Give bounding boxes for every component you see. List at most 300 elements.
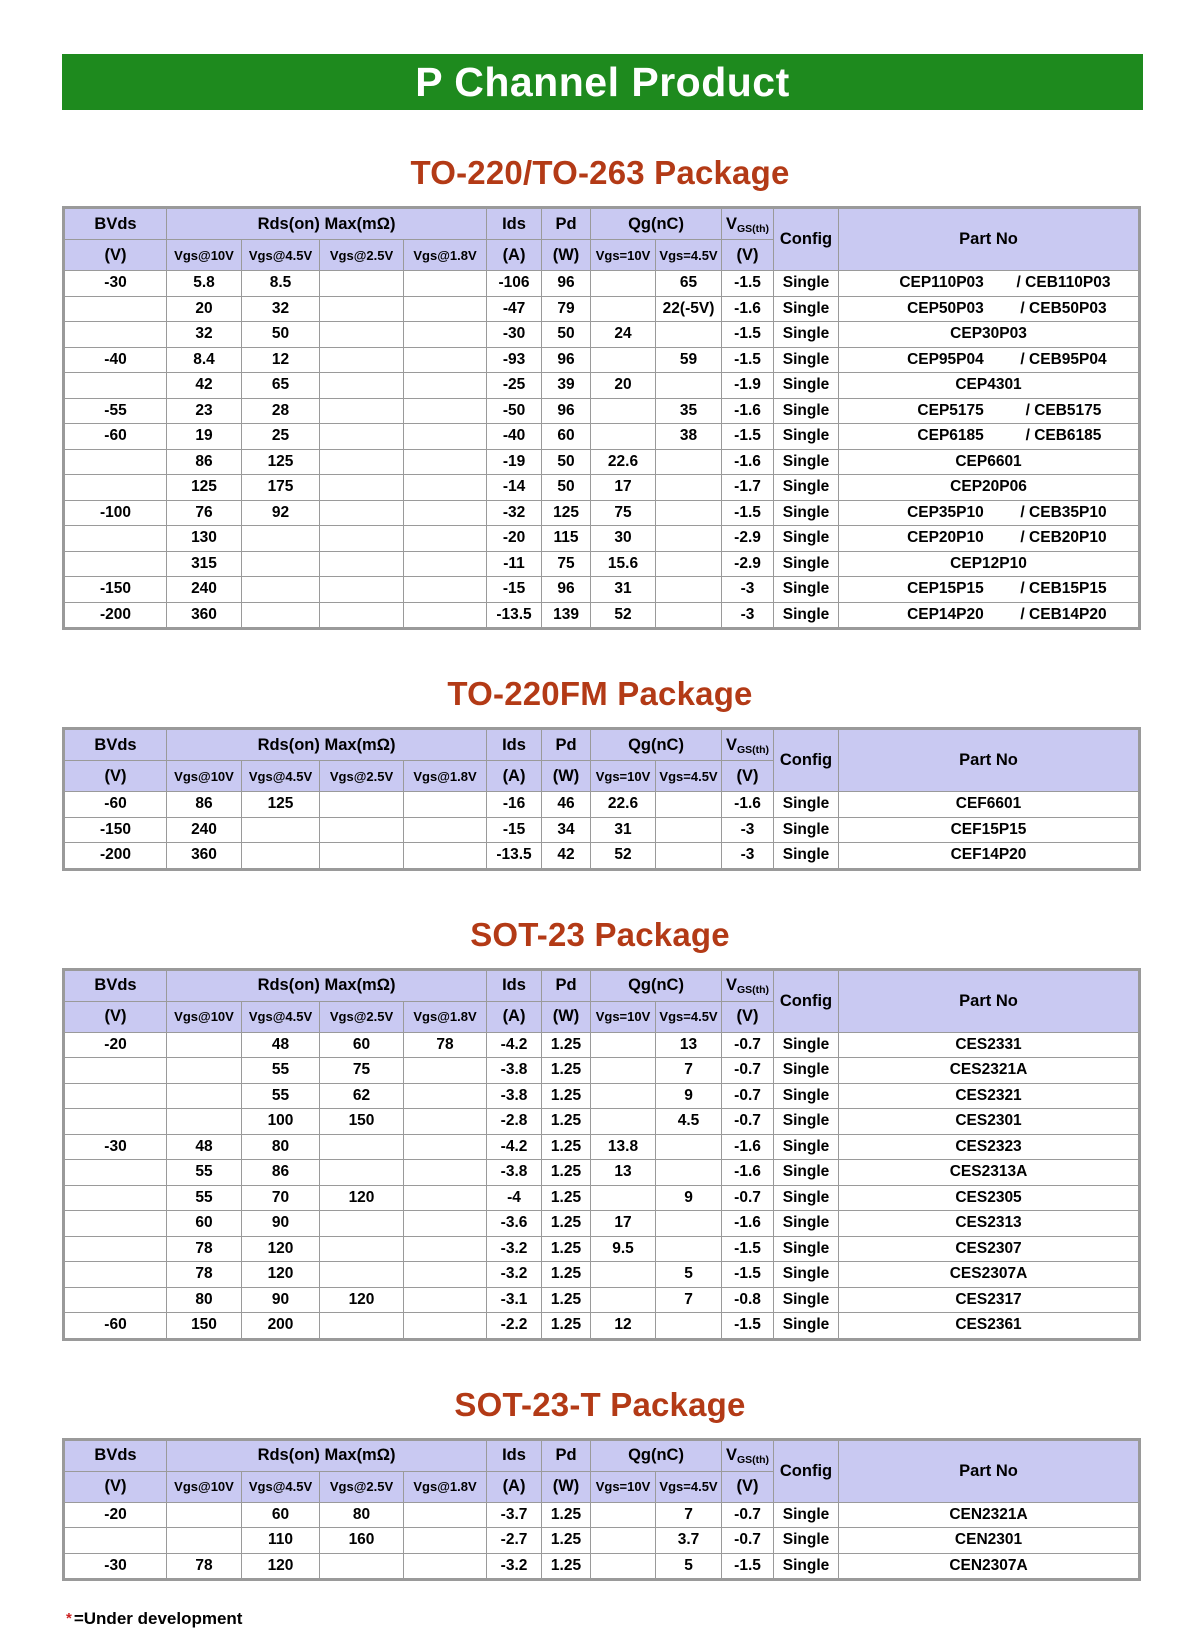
cell-qg-vgs10v: 22.6 bbox=[591, 449, 656, 475]
partno-primary: CEP12P10 bbox=[950, 554, 1027, 572]
col-sub-rds-vgs45: Vgs@4.5V bbox=[242, 1001, 320, 1032]
cell-qg-vgs4-5v bbox=[656, 792, 722, 818]
cell-qg-vgs4-5v bbox=[656, 1211, 722, 1237]
partno-primary: CEN2307A bbox=[949, 1556, 1028, 1574]
table-row bbox=[64, 1083, 1140, 1109]
cell-qg-vgs10v bbox=[591, 296, 656, 322]
table-row bbox=[64, 1134, 1140, 1160]
cell-config: Single bbox=[774, 424, 839, 450]
table-row bbox=[64, 526, 1140, 552]
cell-rdson-vgs1-8v bbox=[404, 1262, 487, 1288]
cell-config: Single bbox=[774, 1502, 839, 1528]
col-sub-rds-vgs45: Vgs@4.5V bbox=[242, 1471, 320, 1502]
spec-table-sot-23-t-package bbox=[62, 1438, 1141, 1582]
cell-rdson-vgs10v: 360 bbox=[167, 602, 242, 629]
cell-config: Single bbox=[774, 1236, 839, 1262]
cell-rdson-vgs10v: 8.4 bbox=[167, 347, 242, 373]
cell-rdson-vgs2-5v bbox=[320, 271, 404, 297]
cell-rdson-vgs4-5v: 120 bbox=[242, 1553, 320, 1580]
cell-rdson-vgs4-5v: 125 bbox=[242, 792, 320, 818]
cell-vgsth: -1.5 bbox=[722, 1553, 774, 1580]
cell-bvds: -30 bbox=[64, 1134, 167, 1160]
cell-rdson-vgs2-5v: 160 bbox=[320, 1528, 404, 1554]
cell-rdson-vgs4-5v: 50 bbox=[242, 322, 320, 348]
cell-qg-vgs10v: 52 bbox=[591, 843, 656, 870]
cell-qg-vgs10v bbox=[591, 1287, 656, 1313]
cell-vgsth: -1.6 bbox=[722, 449, 774, 475]
cell-bvds bbox=[64, 1058, 167, 1084]
cell-rdson-vgs2-5v bbox=[320, 1313, 404, 1340]
cell-qg-vgs10v: 30 bbox=[591, 526, 656, 552]
partno-primary: CES2323 bbox=[955, 1137, 1022, 1155]
cell-ids: -15 bbox=[487, 577, 542, 603]
cell-ids: -3.2 bbox=[487, 1236, 542, 1262]
cell-rdson-vgs1-8v bbox=[404, 398, 487, 424]
cell-partno bbox=[839, 271, 1140, 297]
cell-ids: -2.8 bbox=[487, 1109, 542, 1135]
col-unit-bvds: (V) bbox=[64, 761, 167, 792]
cell-rdson-vgs10v: 240 bbox=[167, 577, 242, 603]
col-unit-pd: (W) bbox=[542, 1471, 591, 1502]
cell-rdson-vgs1-8v bbox=[404, 1553, 487, 1580]
cell-pd: 1.25 bbox=[542, 1262, 591, 1288]
cell-pd: 50 bbox=[542, 475, 591, 501]
cell-ids: -13.5 bbox=[487, 843, 542, 870]
col-unit-ids: (A) bbox=[487, 1471, 542, 1502]
partno-primary: CEP20P10 bbox=[907, 529, 984, 547]
cell-pd: 1.25 bbox=[542, 1032, 591, 1058]
cell-pd: 1.25 bbox=[542, 1287, 591, 1313]
banner-title: P Channel Product bbox=[415, 58, 790, 105]
cell-ids: -3.8 bbox=[487, 1058, 542, 1084]
section-title-sot-23-package: SOT-23 Package bbox=[470, 915, 730, 953]
footnote bbox=[66, 1609, 1200, 1629]
cell-ids: -30 bbox=[487, 322, 542, 348]
col-unit-bvds: (V) bbox=[64, 240, 167, 271]
cell-qg-vgs4-5v bbox=[656, 475, 722, 501]
cell-pd: 1.25 bbox=[542, 1211, 591, 1237]
table-row bbox=[64, 1236, 1140, 1262]
cell-rdson-vgs1-8v: 78 bbox=[404, 1032, 487, 1058]
spec-table-sot-23-package bbox=[62, 968, 1141, 1341]
cell-qg-vgs4-5v bbox=[656, 1313, 722, 1340]
table-row bbox=[64, 1211, 1140, 1237]
cell-rdson-vgs1-8v bbox=[404, 1313, 487, 1340]
cell-rdson-vgs2-5v bbox=[320, 347, 404, 373]
datasheet-page bbox=[0, 54, 1200, 1629]
table-row bbox=[64, 500, 1140, 526]
cell-rdson-vgs2-5v bbox=[320, 843, 404, 870]
col-unit-vgsth: (V) bbox=[722, 761, 774, 792]
cell-rdson-vgs2-5v: 120 bbox=[320, 1287, 404, 1313]
partno-primary: CEP4301 bbox=[955, 376, 1022, 394]
cell-bvds: -60 bbox=[64, 792, 167, 818]
table-body bbox=[64, 1032, 1140, 1339]
cell-ids: -25 bbox=[487, 373, 542, 399]
cell-qg-vgs4-5v: 4.5 bbox=[656, 1109, 722, 1135]
cell-rdson-vgs4-5v: 86 bbox=[242, 1160, 320, 1186]
partno-alternate: / CEB95P04 bbox=[1020, 350, 1107, 368]
cell-vgsth: -1.5 bbox=[722, 424, 774, 450]
table-row bbox=[64, 817, 1140, 843]
cell-pd: 1.25 bbox=[542, 1502, 591, 1528]
col-header-bvds: BVds bbox=[64, 208, 167, 240]
table-row bbox=[64, 602, 1140, 629]
cell-bvds: -20 bbox=[64, 1032, 167, 1058]
cell-qg-vgs10v: 20 bbox=[591, 373, 656, 399]
cell-ids: -3.6 bbox=[487, 1211, 542, 1237]
col-sub-qg-vgs45: Vgs=4.5V bbox=[656, 1471, 722, 1502]
cell-qg-vgs10v bbox=[591, 1262, 656, 1288]
col-sub-qg-vgs45: Vgs=4.5V bbox=[656, 240, 722, 271]
cell-ids: -2.7 bbox=[487, 1528, 542, 1554]
col-header-bvds: BVds bbox=[64, 1439, 167, 1471]
cell-qg-vgs4-5v: 35 bbox=[656, 398, 722, 424]
cell-rdson-vgs2-5v bbox=[320, 296, 404, 322]
cell-qg-vgs4-5v: 22(-5V) bbox=[656, 296, 722, 322]
cell-qg-vgs4-5v: 13 bbox=[656, 1032, 722, 1058]
cell-rdson-vgs1-8v bbox=[404, 1528, 487, 1554]
cell-partno bbox=[839, 398, 1140, 424]
table-row bbox=[64, 398, 1140, 424]
cell-rdson-vgs4-5v: 100 bbox=[242, 1109, 320, 1135]
cell-bvds bbox=[64, 296, 167, 322]
cell-bvds bbox=[64, 373, 167, 399]
cell-partno bbox=[839, 1109, 1140, 1135]
cell-pd: 1.25 bbox=[542, 1313, 591, 1340]
cell-vgsth: -2.9 bbox=[722, 526, 774, 552]
cell-qg-vgs10v: 52 bbox=[591, 602, 656, 629]
cell-ids: -3.8 bbox=[487, 1083, 542, 1109]
cell-rdson-vgs1-8v bbox=[404, 526, 487, 552]
table-row bbox=[64, 1313, 1140, 1340]
cell-pd: 50 bbox=[542, 322, 591, 348]
cell-rdson-vgs2-5v bbox=[320, 1236, 404, 1262]
cell-rdson-vgs1-8v bbox=[404, 792, 487, 818]
cell-partno bbox=[839, 1083, 1140, 1109]
cell-pd: 1.25 bbox=[542, 1236, 591, 1262]
cell-bvds bbox=[64, 1160, 167, 1186]
cell-config: Single bbox=[774, 1262, 839, 1288]
col-header-rdson-group: Rds(on) Max(mΩ) bbox=[167, 1439, 487, 1471]
table-row bbox=[64, 1262, 1140, 1288]
table-row bbox=[64, 475, 1140, 501]
cell-qg-vgs4-5v: 5 bbox=[656, 1553, 722, 1580]
cell-vgsth: -1.5 bbox=[722, 322, 774, 348]
cell-pd: 60 bbox=[542, 424, 591, 450]
cell-ids: -47 bbox=[487, 296, 542, 322]
cell-vgsth: -1.5 bbox=[722, 1236, 774, 1262]
col-sub-rds-vgs25: Vgs@2.5V bbox=[320, 1471, 404, 1502]
cell-rdson-vgs1-8v bbox=[404, 1236, 487, 1262]
sections-container bbox=[0, 154, 1200, 1581]
cell-ids: -3.8 bbox=[487, 1160, 542, 1186]
cell-vgsth: -1.6 bbox=[722, 1160, 774, 1186]
cell-rdson-vgs2-5v bbox=[320, 398, 404, 424]
cell-config: Single bbox=[774, 1185, 839, 1211]
col-header-qg-group: Qg(nC) bbox=[591, 969, 722, 1001]
cell-config: Single bbox=[774, 792, 839, 818]
cell-rdson-vgs4-5v: 55 bbox=[242, 1083, 320, 1109]
partno-alternate: / CEB50P03 bbox=[1020, 299, 1107, 317]
table-body bbox=[64, 1502, 1140, 1580]
cell-partno bbox=[839, 1058, 1140, 1084]
table-body bbox=[64, 271, 1140, 629]
cell-rdson-vgs1-8v bbox=[404, 475, 487, 501]
cell-qg-vgs10v bbox=[591, 347, 656, 373]
cell-partno bbox=[839, 843, 1140, 870]
cell-qg-vgs4-5v bbox=[656, 526, 722, 552]
table-row bbox=[64, 424, 1140, 450]
cell-qg-vgs10v: 17 bbox=[591, 475, 656, 501]
cell-qg-vgs4-5v bbox=[656, 817, 722, 843]
cell-config: Single bbox=[774, 551, 839, 577]
cell-bvds bbox=[64, 1185, 167, 1211]
cell-pd: 1.25 bbox=[542, 1160, 591, 1186]
cell-bvds bbox=[64, 526, 167, 552]
cell-ids: -16 bbox=[487, 792, 542, 818]
cell-partno bbox=[839, 1236, 1140, 1262]
cell-ids: -15 bbox=[487, 817, 542, 843]
col-header-partno: Part No bbox=[839, 729, 1140, 792]
cell-pd: 50 bbox=[542, 449, 591, 475]
cell-rdson-vgs1-8v bbox=[404, 449, 487, 475]
cell-rdson-vgs2-5v bbox=[320, 500, 404, 526]
cell-qg-vgs10v bbox=[591, 1083, 656, 1109]
cell-bvds: -30 bbox=[64, 1553, 167, 1580]
cell-rdson-vgs10v: 5.8 bbox=[167, 271, 242, 297]
col-header-qg-group: Qg(nC) bbox=[591, 208, 722, 240]
cell-rdson-vgs4-5v bbox=[242, 817, 320, 843]
cell-rdson-vgs1-8v bbox=[404, 1160, 487, 1186]
cell-ids: -3.7 bbox=[487, 1502, 542, 1528]
cell-vgsth: -0.7 bbox=[722, 1083, 774, 1109]
cell-rdson-vgs1-8v bbox=[404, 551, 487, 577]
col-sub-rds-vgs25: Vgs@2.5V bbox=[320, 240, 404, 271]
cell-rdson-vgs4-5v: 25 bbox=[242, 424, 320, 450]
cell-qg-vgs10v bbox=[591, 1528, 656, 1554]
cell-bvds: -60 bbox=[64, 424, 167, 450]
cell-config: Single bbox=[774, 843, 839, 870]
cell-vgsth: -1.6 bbox=[722, 398, 774, 424]
cell-config: Single bbox=[774, 1109, 839, 1135]
cell-pd: 1.25 bbox=[542, 1528, 591, 1554]
cell-rdson-vgs4-5v: 32 bbox=[242, 296, 320, 322]
cell-vgsth: -3 bbox=[722, 843, 774, 870]
cell-bvds bbox=[64, 1109, 167, 1135]
cell-rdson-vgs1-8v bbox=[404, 602, 487, 629]
partno-primary: CEN2321A bbox=[949, 1505, 1028, 1523]
col-unit-vgsth: (V) bbox=[722, 1471, 774, 1502]
col-sub-qg-vgs10: Vgs=10V bbox=[591, 1001, 656, 1032]
cell-ids: -4 bbox=[487, 1185, 542, 1211]
cell-rdson-vgs10v bbox=[167, 1109, 242, 1135]
table-row bbox=[64, 322, 1140, 348]
cell-qg-vgs4-5v bbox=[656, 373, 722, 399]
cell-rdson-vgs1-8v bbox=[404, 1109, 487, 1135]
partno-primary: CES2313A bbox=[949, 1163, 1028, 1181]
cell-rdson-vgs4-5v: 28 bbox=[242, 398, 320, 424]
cell-pd: 139 bbox=[542, 602, 591, 629]
cell-rdson-vgs2-5v bbox=[320, 373, 404, 399]
table-header-row-top bbox=[64, 969, 1140, 1001]
cell-bvds: -200 bbox=[64, 602, 167, 629]
cell-ids: -11 bbox=[487, 551, 542, 577]
partno-primary: CEP30P03 bbox=[950, 325, 1027, 343]
cell-qg-vgs4-5v bbox=[656, 322, 722, 348]
partno-primary: CEF14P20 bbox=[950, 846, 1027, 864]
cell-rdson-vgs10v: 42 bbox=[167, 373, 242, 399]
cell-rdson-vgs4-5v bbox=[242, 551, 320, 577]
col-sub-qg-vgs45: Vgs=4.5V bbox=[656, 1001, 722, 1032]
cell-vgsth: -0.7 bbox=[722, 1528, 774, 1554]
col-header-rdson-group: Rds(on) Max(mΩ) bbox=[167, 208, 487, 240]
cell-config: Single bbox=[774, 1313, 839, 1340]
cell-ids: -93 bbox=[487, 347, 542, 373]
cell-qg-vgs4-5v: 5 bbox=[656, 1262, 722, 1288]
col-unit-ids: (A) bbox=[487, 240, 542, 271]
cell-qg-vgs4-5v: 65 bbox=[656, 271, 722, 297]
cell-bvds: -200 bbox=[64, 843, 167, 870]
cell-vgsth: -1.6 bbox=[722, 792, 774, 818]
cell-pd: 96 bbox=[542, 271, 591, 297]
cell-rdson-vgs2-5v bbox=[320, 551, 404, 577]
cell-config: Single bbox=[774, 449, 839, 475]
cell-pd: 1.25 bbox=[542, 1185, 591, 1211]
asterisk-icon: * bbox=[66, 1609, 72, 1627]
col-sub-rds-vgs18: Vgs@1.8V bbox=[404, 1471, 487, 1502]
cell-rdson-vgs10v: 360 bbox=[167, 843, 242, 870]
cell-partno bbox=[839, 475, 1140, 501]
partno-primary: CES2321 bbox=[955, 1086, 1022, 1104]
col-sub-rds-vgs10: Vgs@10V bbox=[167, 1001, 242, 1032]
cell-rdson-vgs4-5v: 60 bbox=[242, 1502, 320, 1528]
cell-rdson-vgs1-8v bbox=[404, 1134, 487, 1160]
col-header-rdson-group: Rds(on) Max(mΩ) bbox=[167, 729, 487, 761]
partno-primary: CES2313 bbox=[955, 1214, 1022, 1232]
cell-partno bbox=[839, 449, 1140, 475]
col-sub-qg-vgs10: Vgs=10V bbox=[591, 1471, 656, 1502]
col-header-pd: Pd bbox=[542, 729, 591, 761]
cell-partno bbox=[839, 1134, 1140, 1160]
cell-qg-vgs10v: 15.6 bbox=[591, 551, 656, 577]
cell-qg-vgs4-5v bbox=[656, 1160, 722, 1186]
cell-bvds: -150 bbox=[64, 577, 167, 603]
cell-qg-vgs4-5v: 7 bbox=[656, 1287, 722, 1313]
col-header-config: Config bbox=[774, 1439, 839, 1502]
cell-config: Single bbox=[774, 373, 839, 399]
cell-config: Single bbox=[774, 526, 839, 552]
cell-config: Single bbox=[774, 1287, 839, 1313]
cell-rdson-vgs1-8v bbox=[404, 296, 487, 322]
cell-vgsth: -3 bbox=[722, 577, 774, 603]
cell-qg-vgs4-5v bbox=[656, 843, 722, 870]
col-header-vgsth: $V_{GS(th)}$ bbox=[722, 208, 774, 240]
cell-rdson-vgs4-5v: 92 bbox=[242, 500, 320, 526]
table-row bbox=[64, 1109, 1140, 1135]
col-sub-rds-vgs18: Vgs@1.8V bbox=[404, 1001, 487, 1032]
cell-config: Single bbox=[774, 475, 839, 501]
cell-partno bbox=[839, 1185, 1140, 1211]
col-sub-rds-vgs45: Vgs@4.5V bbox=[242, 761, 320, 792]
col-sub-rds-vgs18: Vgs@1.8V bbox=[404, 240, 487, 271]
col-header-config: Config bbox=[774, 969, 839, 1032]
cell-rdson-vgs10v: 86 bbox=[167, 792, 242, 818]
cell-rdson-vgs1-8v bbox=[404, 1287, 487, 1313]
cell-partno bbox=[839, 347, 1140, 373]
cell-pd: 1.25 bbox=[542, 1553, 591, 1580]
partno-primary: CEP50P03 bbox=[907, 299, 984, 317]
cell-qg-vgs4-5v bbox=[656, 1134, 722, 1160]
cell-qg-vgs10v bbox=[591, 398, 656, 424]
partno-primary: CES2307A bbox=[949, 1265, 1028, 1283]
cell-rdson-vgs10v: 20 bbox=[167, 296, 242, 322]
cell-ids: -13.5 bbox=[487, 602, 542, 629]
cell-ids: -3.2 bbox=[487, 1553, 542, 1580]
cell-qg-vgs10v bbox=[591, 1502, 656, 1528]
cell-rdson-vgs4-5v bbox=[242, 843, 320, 870]
cell-bvds bbox=[64, 322, 167, 348]
cell-rdson-vgs4-5v bbox=[242, 526, 320, 552]
cell-partno bbox=[839, 792, 1140, 818]
cell-pd: 79 bbox=[542, 296, 591, 322]
cell-rdson-vgs2-5v bbox=[320, 602, 404, 629]
cell-config: Single bbox=[774, 322, 839, 348]
cell-qg-vgs10v: 24 bbox=[591, 322, 656, 348]
cell-ids: -14 bbox=[487, 475, 542, 501]
cell-pd: 125 bbox=[542, 500, 591, 526]
cell-vgsth: -1.5 bbox=[722, 1262, 774, 1288]
cell-qg-vgs4-5v bbox=[656, 551, 722, 577]
cell-pd: 75 bbox=[542, 551, 591, 577]
cell-bvds bbox=[64, 475, 167, 501]
cell-partno bbox=[839, 551, 1140, 577]
col-header-vgsth: $V_{GS(th)}$ bbox=[722, 729, 774, 761]
cell-bvds bbox=[64, 551, 167, 577]
table-row bbox=[64, 792, 1140, 818]
col-unit-bvds: (V) bbox=[64, 1471, 167, 1502]
cell-rdson-vgs2-5v bbox=[320, 1134, 404, 1160]
cell-rdson-vgs1-8v bbox=[404, 322, 487, 348]
cell-pd: 115 bbox=[542, 526, 591, 552]
table-body bbox=[64, 792, 1140, 870]
cell-vgsth: -0.7 bbox=[722, 1109, 774, 1135]
cell-config: Single bbox=[774, 347, 839, 373]
table-row bbox=[64, 551, 1140, 577]
col-header-pd: Pd bbox=[542, 208, 591, 240]
cell-rdson-vgs4-5v: 110 bbox=[242, 1528, 320, 1554]
cell-vgsth: -1.6 bbox=[722, 296, 774, 322]
col-unit-ids: (A) bbox=[487, 1001, 542, 1032]
cell-vgsth: -0.7 bbox=[722, 1058, 774, 1084]
cell-pd: 1.25 bbox=[542, 1109, 591, 1135]
cell-vgsth: -1.6 bbox=[722, 1211, 774, 1237]
cell-rdson-vgs4-5v: 70 bbox=[242, 1185, 320, 1211]
cell-rdson-vgs10v bbox=[167, 1058, 242, 1084]
cell-rdson-vgs4-5v: 80 bbox=[242, 1134, 320, 1160]
section-title-to-220-to-263-package: TO-220/TO-263 Package bbox=[410, 154, 790, 191]
cell-vgsth: -0.7 bbox=[722, 1502, 774, 1528]
cell-pd: 96 bbox=[542, 577, 591, 603]
cell-ids: -106 bbox=[487, 271, 542, 297]
cell-qg-vgs4-5v: 9 bbox=[656, 1185, 722, 1211]
cell-qg-vgs4-5v: 3.7 bbox=[656, 1528, 722, 1554]
col-header-config: Config bbox=[774, 729, 839, 792]
cell-qg-vgs10v: 13.8 bbox=[591, 1134, 656, 1160]
cell-rdson-vgs4-5v: 90 bbox=[242, 1287, 320, 1313]
col-unit-ids: (A) bbox=[487, 761, 542, 792]
partno-alternate: / CEB5175 bbox=[1025, 401, 1102, 419]
